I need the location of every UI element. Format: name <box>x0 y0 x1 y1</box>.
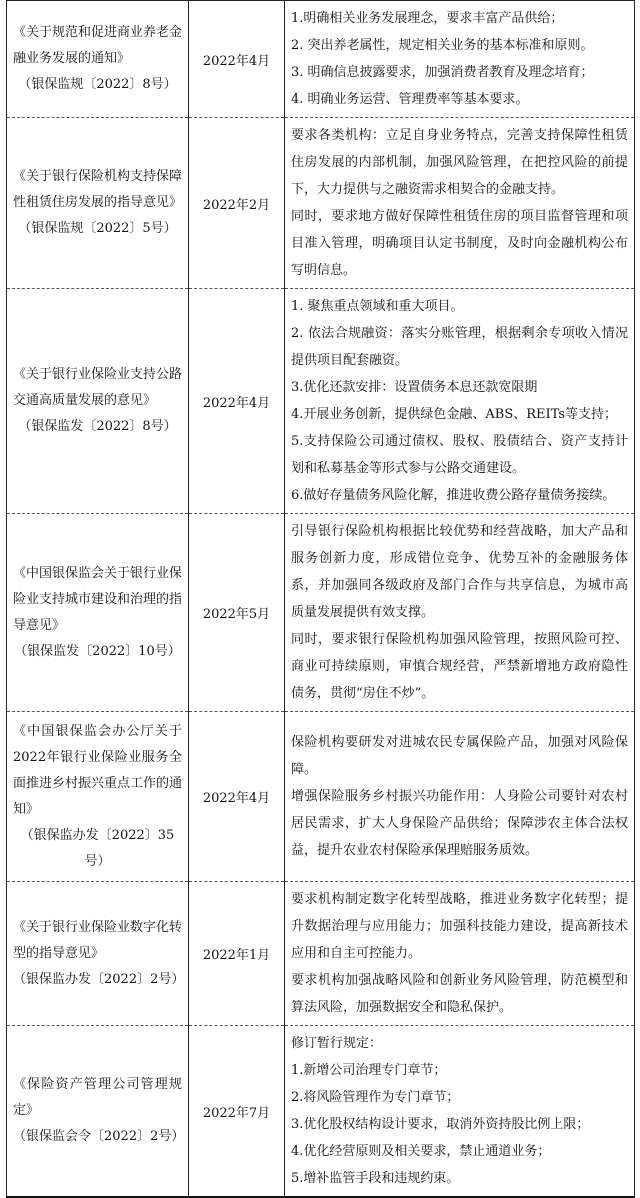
content-line: 要求各类机构：立足自身业务特点，完善支持保障性租赁住房发展的内部机制，加强风险管理，在把控风险的前提下，大力提供与之融资需求相契合的金融支持。 <box>291 128 628 197</box>
document-cell <box>7 289 189 514</box>
policy-table <box>6 0 635 1198</box>
content-line: 同时，要求地方做好保障性租赁住房的项目监督管理和项目准入管理，明确项目认定书制度，及时向金融机构公布写明信息。 <box>291 209 628 278</box>
content-line: 3.优化还款安排：设置债务本息还款宽限期 <box>291 380 538 395</box>
content-line: 6.做好存量债务风险化解，推进收费公路存量债务接续。 <box>291 488 616 503</box>
content-line: 同时，要求银行保险机构加强风险管理，按照风险可控、商业可持续原则，审慎合规经营，严禁新增地方政府隐性债务，贯彻“房住不炒”。 <box>291 632 628 701</box>
issue-date: 2022年4月 <box>189 289 285 514</box>
policy-content <box>285 712 635 882</box>
issue-date: 2022年1月 <box>189 882 285 1026</box>
content-line: 3. 明确信息披露要求，加强消费者教育及理念培育； <box>291 65 594 80</box>
content-line: 5.支持保险公司通过债权、股权、股债结合、资产支持计划和私募基金等形式参与公路交通建设。 <box>291 434 628 476</box>
content-line: 4. 明确业务运营、管理费率等基本要求。 <box>291 92 529 107</box>
document-title: 《关于银行业保险业支持公路交通高质量发展的意见》 <box>13 367 183 408</box>
policy-content <box>285 882 635 1026</box>
content-line: 要求机构制定数字化转型战略，推进业务数字化转型；提升数据治理与应用能力；加强科技能力建设，提高新技术应用和自主可控能力。 <box>291 892 628 961</box>
document-title: 《关于银行业保险业数字化转型的指导意见》 <box>13 919 183 961</box>
document-cell <box>7 712 189 882</box>
table-row <box>7 514 635 712</box>
issue-date: 2022年4月 <box>189 1 285 118</box>
content-line: 保险机构要研发对进城农民专属保险产品，加强对风险保障。 <box>291 735 628 777</box>
document-number: （银保监会令〔2022〕2号） <box>13 1129 185 1144</box>
table-row <box>7 1 635 118</box>
document-number: （银保监规〔2022〕8号） <box>18 77 177 92</box>
table-row <box>7 712 635 882</box>
document-number: （银保监办发〔2022〕35号） <box>20 827 175 869</box>
content-line: 修订暂行规定： <box>291 1036 383 1051</box>
issue-date: 2022年2月 <box>189 118 285 289</box>
document-title: 《关于规范和促进商业养老金融业务发展的通知》 <box>13 25 183 66</box>
content-line: 要求机构加强战略风险和创新业务风险管理，防范模型和算法风险，加强数据安全和隐私保护。 <box>291 973 628 1015</box>
issue-date: 2022年4月 <box>189 712 285 882</box>
document-cell <box>7 1026 189 1198</box>
policy-content <box>285 289 635 514</box>
policy-content <box>285 514 635 712</box>
document-number: （银保监规〔2022〕5号） <box>18 221 177 236</box>
content-line: 增强保险服务乡村振兴功能作用：人身险公司要针对农村居民需求，扩大人身保险产品供给；保障涉农主体合法权益，提升农业农村保险承保理赔服务质效。 <box>291 789 628 858</box>
table-row <box>7 1026 635 1198</box>
content-line: 引导银行保险机构根据比较优势和经营战略，加大产品和服务创新力度，形成错位竞争、优势互补的金融服务体系，并加强同各级政府及部门合作与共享信息，为城市高质量发展提供有效支撑。 <box>291 524 628 620</box>
content-line: 3.优化股权结构设计要求，取消外资持股比例上限； <box>291 1117 590 1132</box>
document-cell <box>7 118 189 289</box>
table-row <box>7 118 635 289</box>
content-line: 4.开展业务创新，提供绿色金融、ABS、REITs等支持； <box>291 407 618 422</box>
issue-date: 2022年7月 <box>189 1026 285 1198</box>
document-title: 《保险资产管理公司管理规定》 <box>13 1077 182 1118</box>
document-title: 《关于银行保险机构支持保障性租赁住房发展的指导意见》 <box>13 169 183 210</box>
document-title: 《中国银保监会关于银行业保险业支持城市建设和治理的指导意见》 <box>13 565 183 633</box>
document-number: （银保监发〔2022〕8号） <box>18 419 177 434</box>
content-line: 1.明确相关业务发展理念，要求丰富产品供给； <box>291 11 564 26</box>
document-number: （银保监发〔2022〕10号） <box>14 643 181 659</box>
policy-table-page <box>6 0 634 1198</box>
content-line: 2.将风险管理作为专门章节； <box>291 1090 460 1105</box>
content-line: 2. 突出养老属性，规定相关业务的基本标准和原则。 <box>291 38 594 53</box>
issue-date: 2022年5月 <box>189 514 285 712</box>
content-line: 5.增补监管手段和违规约束。 <box>291 1171 460 1186</box>
content-line: 1.新增公司治理专门章节； <box>291 1063 447 1078</box>
policy-content <box>285 118 635 289</box>
document-number: （银保监办发〔2022〕2号） <box>13 971 185 987</box>
document-cell <box>7 882 189 1026</box>
table-row <box>7 289 635 514</box>
document-cell <box>7 1 189 118</box>
document-cell <box>7 514 189 712</box>
policy-content <box>285 1 635 118</box>
table-row <box>7 882 635 1026</box>
document-title: 《中国银保监会办公厅关于2022年银行业保险业服务全面推进乡村振兴重点工作的通知》 <box>13 723 183 817</box>
policy-content <box>285 1026 635 1198</box>
content-line: 4.优化经营原则及相关要求，禁止通道业务； <box>291 1144 551 1159</box>
content-line: 1. 聚焦重点领域和重大项目。 <box>291 299 464 314</box>
content-line: 2. 依法合规融资：落实分账管理，根据剩余专项收入情况提供项目配套融资。 <box>291 326 628 368</box>
